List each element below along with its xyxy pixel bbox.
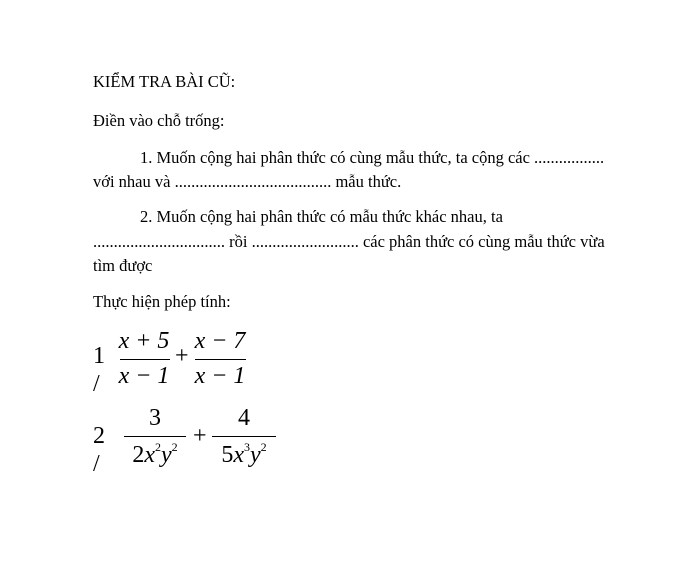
problem-2-frac1-numerator: 3 bbox=[149, 405, 161, 431]
item2-line2: ................................ rồi .......................... các phân thức có cùng mẫu thức vừa bbox=[93, 232, 605, 251]
problem-1-frac2-denominator: x − 1 bbox=[194, 363, 246, 389]
item2-line3: tìm được bbox=[93, 256, 153, 275]
item1-line1: 1. Muốn cộng hai phân thức có cùng mẫu thức, ta cộng các ................. bbox=[140, 148, 605, 167]
problem-1-frac2-bar bbox=[195, 359, 246, 360]
item2-line1: 2. Muốn cộng hai phân thức có mẫu thức khác nhau, ta bbox=[140, 207, 503, 226]
problem-2-frac2-denominator: $5x^3y^2$ bbox=[221, 440, 267, 468]
problem-2-frac2-bar bbox=[212, 436, 276, 437]
problem-2-frac1-bar bbox=[124, 436, 186, 437]
problem-1-frac1-numerator: x + 5 bbox=[118, 328, 170, 354]
heading: KIỂM TRA BÀI CŨ: bbox=[93, 72, 236, 91]
problem-2-frac1-denominator: $2x^2y^2$ bbox=[132, 440, 178, 468]
problem-2-frac2-numerator: 4 bbox=[238, 405, 250, 431]
instruction: Điền vào chỗ trống: bbox=[93, 111, 225, 130]
problem-1-plus: + bbox=[175, 343, 189, 369]
item1-line2: với nhau và ...................................... mẫu thức. bbox=[93, 172, 402, 191]
problem-1-label: 1 / bbox=[93, 343, 105, 397]
problem-1-frac1-denominator: x − 1 bbox=[118, 363, 170, 389]
exercise-title: Thực hiện phép tính: bbox=[93, 292, 231, 311]
problem-1-frac1-bar bbox=[120, 359, 170, 360]
problem-2-plus: + bbox=[193, 423, 207, 449]
problem-2-label: 2 / bbox=[93, 423, 105, 477]
problem-1-frac2-numerator: x − 7 bbox=[194, 328, 246, 354]
